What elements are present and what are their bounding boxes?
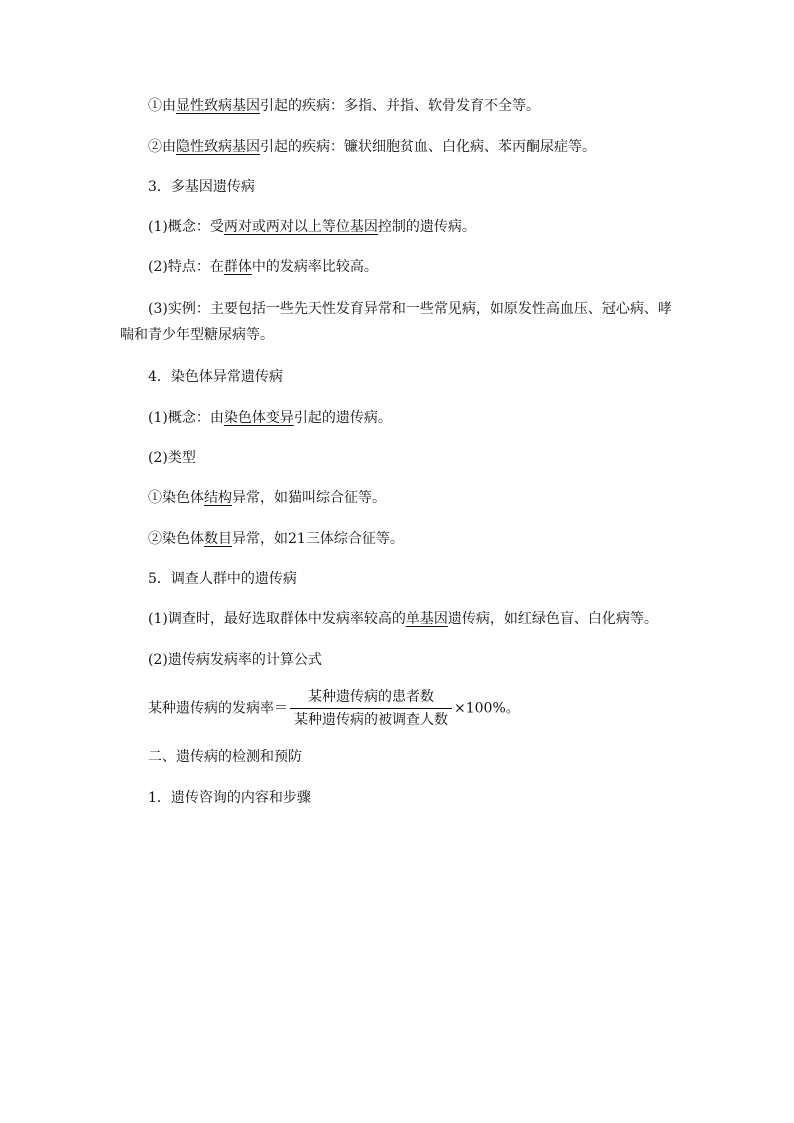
heading-survey: 5．调查人群中的遗传病 [148,571,297,587]
chromosomal-concept [148,408,392,428]
text: ①由 [148,98,176,114]
polygenic-examples: (3)实例：主要包括一些先天性发育异常和一些常见病，如原发性高血压、冠心病、哮喘和青少年型糖尿病等。 [120,301,672,343]
text: (1)概念：由 [148,410,224,426]
formula-denominator: 某种遗传病的被调查人数 [294,712,448,728]
text: 控制的遗传病。 [377,219,476,235]
underlined-term: 两对或两对以上等位基因 [223,219,378,235]
section2-item1: 1．遗传咨询的内容和步骤 [148,790,311,806]
underlined-term: 隐性致病基因 [176,139,260,155]
polygenic-concept [148,217,476,237]
heading-chromosomal: 4．染色体异常遗传病 [148,369,283,385]
chromosomal-types: (2)类型 [148,450,196,466]
formula-lhs: 某种遗传病的发病率＝ [148,700,288,717]
dominant-disease-line [148,96,540,116]
formula-numerator: 某种遗传病的患者数 [290,688,452,709]
text: 引起的遗传病。 [293,410,392,426]
underlined-term: 染色体变异 [223,410,294,426]
heading-polygenic: 3．多基因遗传病 [148,179,255,195]
text: 引起的疾病：多指、并指、软骨发育不全等。 [260,98,540,114]
text: 遗传病，如红绿色盲、白化病等。 [447,611,658,627]
underlined-term: 结构 [204,490,232,506]
incidence-formula [148,688,520,729]
underlined-term: 数目 [204,531,232,547]
formula-fraction [290,688,452,729]
text: (1)调查时，最好选取群体中发病率较高的 [148,611,406,627]
underlined-term: 显性致病基因 [176,98,260,114]
recessive-disease-line [148,137,596,157]
polygenic-feature [148,257,378,277]
survey-choose [148,609,658,629]
text: (1)概念：受 [148,219,224,235]
text: 中的发病率比较高。 [251,259,378,275]
formula-rhs: ×100%。 [454,700,520,717]
text: (2)特点：在 [148,259,224,275]
text: ②由 [148,139,176,155]
chromosomal-structure [148,488,386,508]
text: 异常，如21三体综合征等。 [232,531,404,547]
underlined-term: 群体 [223,259,252,275]
underlined-term: 单基因 [405,611,448,627]
heading-section-2: 二、遗传病的检测和预防 [148,749,302,765]
chromosomal-number [148,529,404,549]
text: ②染色体 [148,531,204,547]
text: ①染色体 [148,490,204,506]
text: 异常，如猫叫综合征等。 [232,490,386,506]
text: 引起的疾病：镰状细胞贫血、白化病、苯丙酮尿症等。 [260,139,596,155]
survey-formula-title: (2)遗传病发病率的计算公式 [148,652,322,668]
